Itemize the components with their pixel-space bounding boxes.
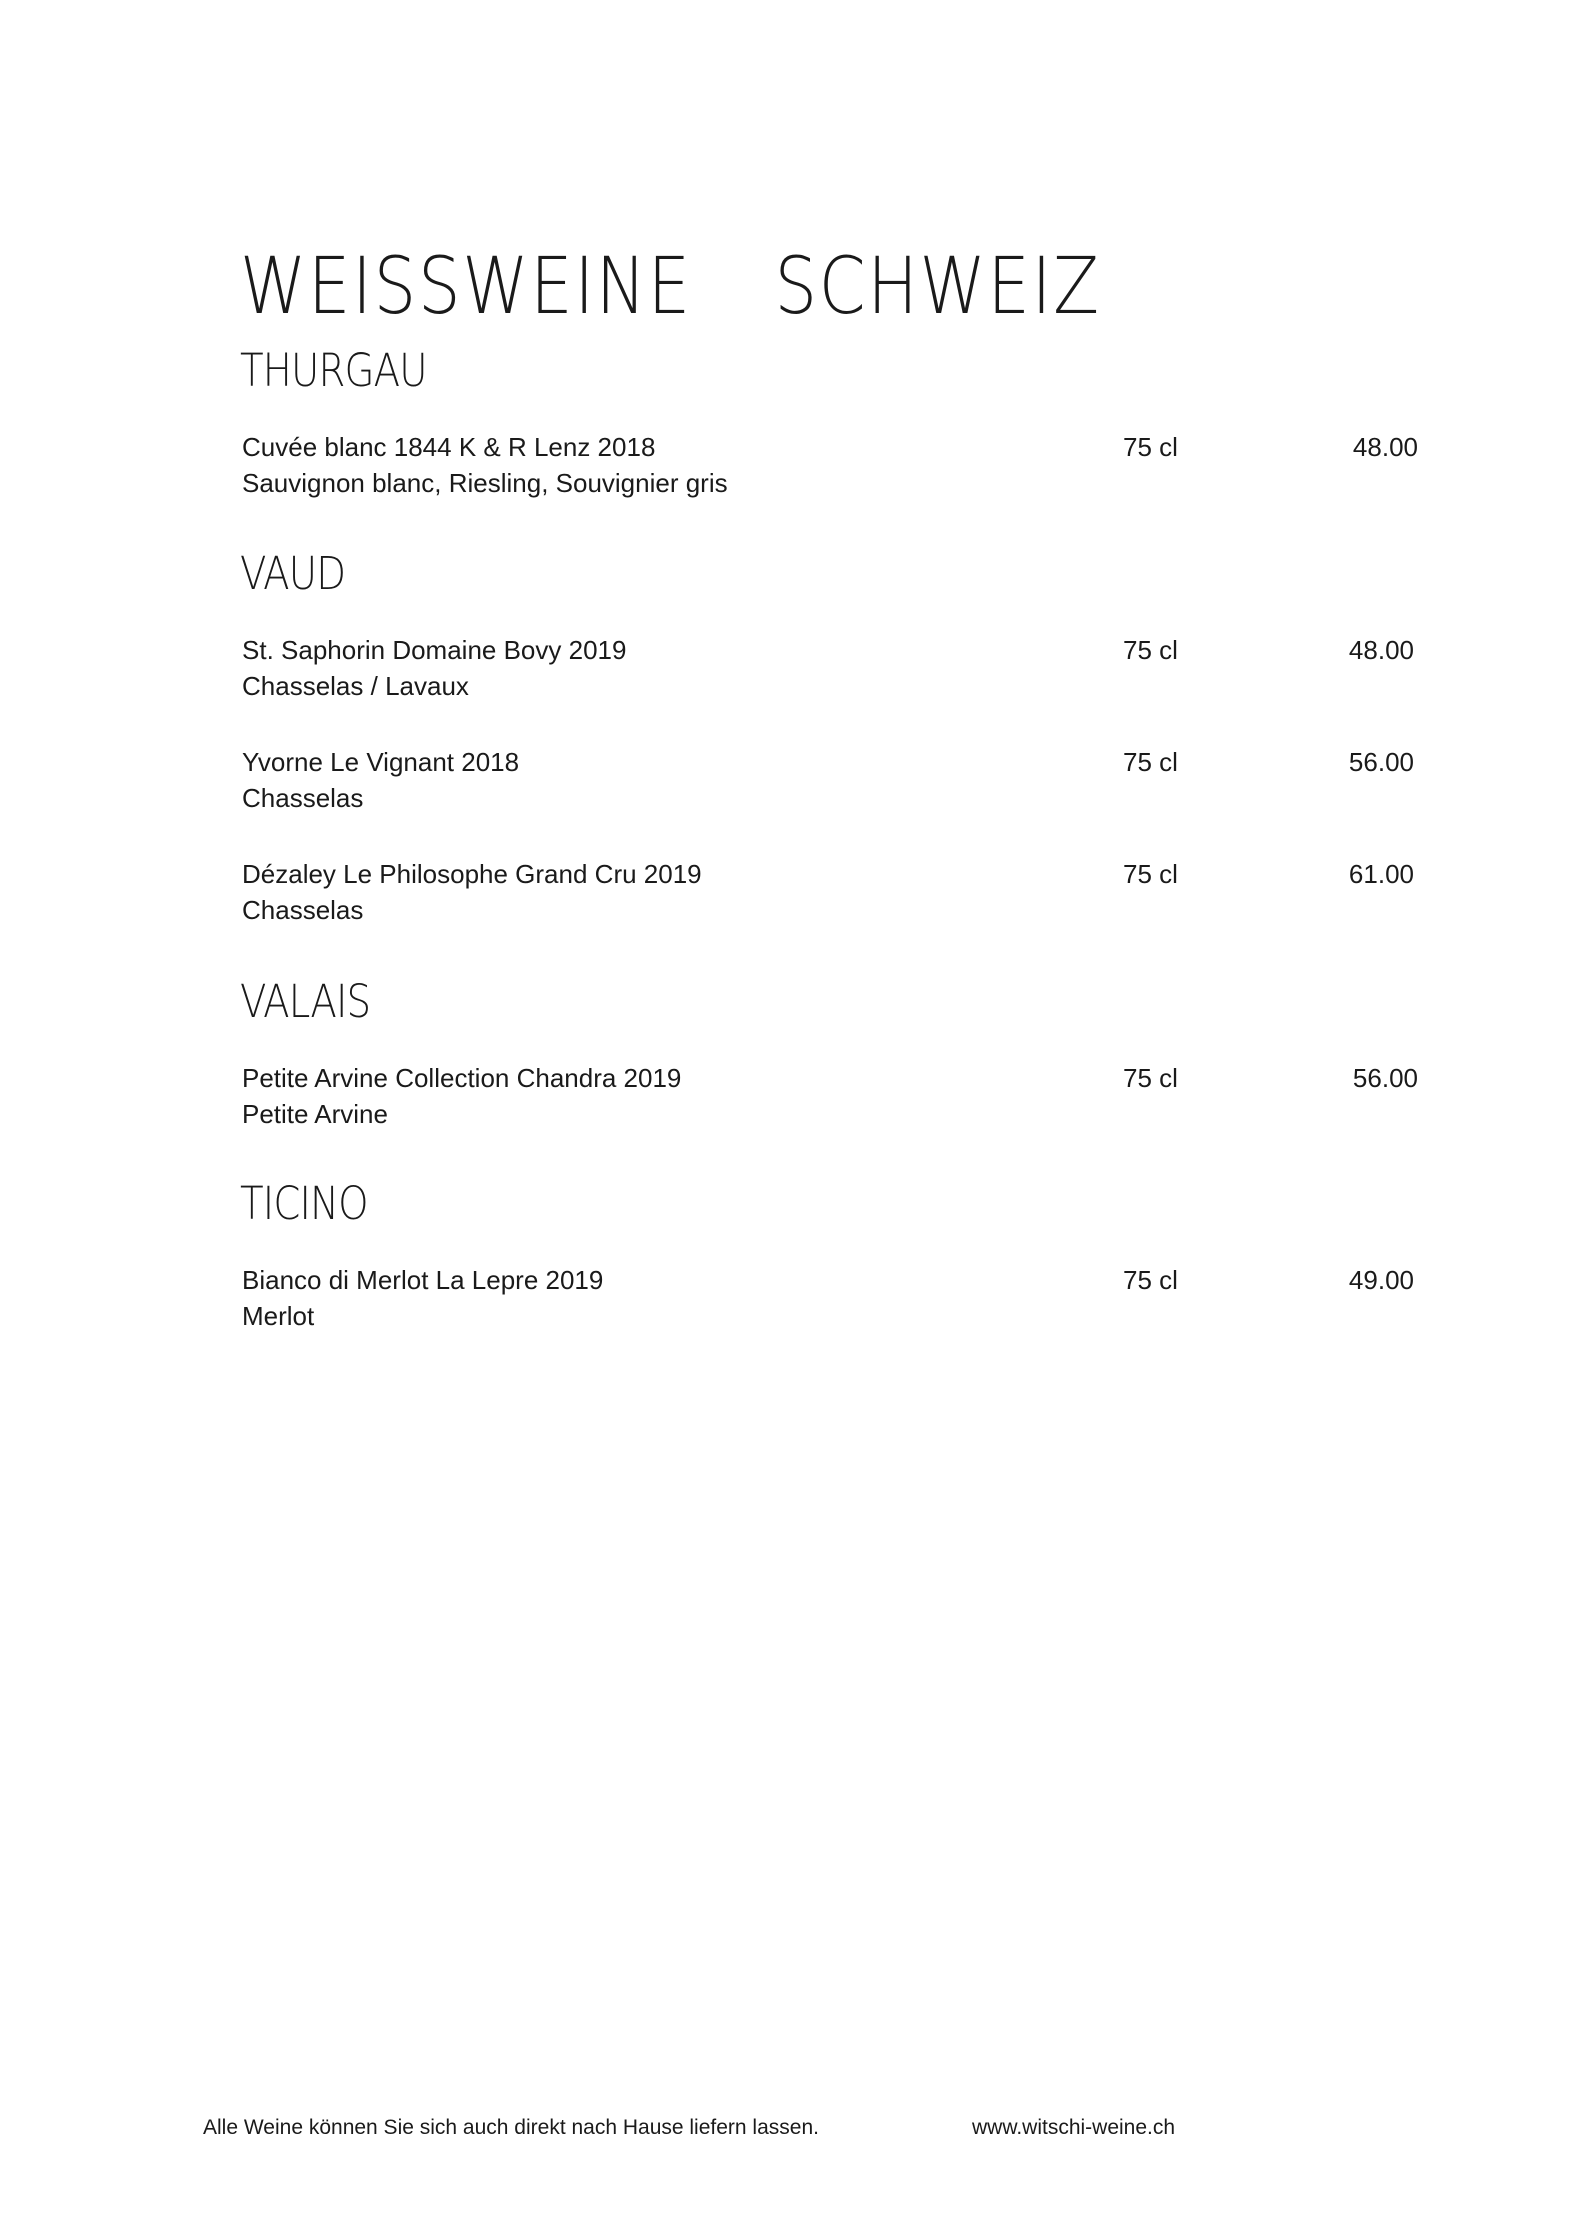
wine-item bbox=[240, 429, 1420, 503]
section-heading: THURGAU bbox=[240, 344, 427, 397]
wine-grape: Sauvignon blanc, Riesling, Souvignier gris bbox=[242, 468, 728, 498]
wine-size: 75 cl bbox=[1123, 1265, 1178, 1295]
wine-size: 75 cl bbox=[1123, 432, 1178, 462]
wine-price: 61.00 bbox=[1348, 859, 1414, 889]
wine-size: 75 cl bbox=[1123, 859, 1178, 889]
section-vaud bbox=[240, 547, 1420, 930]
section-valais bbox=[240, 975, 1420, 1134]
wine-name: Dézaley Le Philosophe Grand Cru 2019 bbox=[242, 859, 702, 889]
wine-grape: Petite Arvine bbox=[242, 1099, 388, 1129]
section-heading: VALAIS bbox=[240, 975, 371, 1028]
wine-size: 75 cl bbox=[1123, 747, 1178, 777]
section-heading: TICINO bbox=[240, 1177, 368, 1230]
wine-name: Bianco di Merlot La Lepre 2019 bbox=[242, 1265, 604, 1295]
wine-price: 48.00 bbox=[1348, 635, 1414, 665]
wine-grape: Chasselas bbox=[242, 895, 364, 925]
wine-size: 75 cl bbox=[1123, 635, 1178, 665]
wine-grape: Chasselas bbox=[242, 783, 364, 813]
page-title-part1: WEISSWEINE bbox=[240, 242, 692, 333]
wine-grape: Merlot bbox=[242, 1301, 315, 1331]
wine-price: 56.00 bbox=[1348, 747, 1414, 777]
wine-size: 75 cl bbox=[1123, 1063, 1178, 1093]
section-heading: VAUD bbox=[240, 547, 346, 600]
wine-name: Cuvée blanc 1844 K & R Lenz 2018 bbox=[242, 432, 656, 462]
wine-item bbox=[240, 744, 1420, 818]
wine-price: 49.00 bbox=[1348, 1265, 1414, 1295]
wine-price: 56.00 bbox=[1352, 1063, 1418, 1093]
wine-grape: Chasselas / Lavaux bbox=[242, 671, 469, 701]
section-thurgau bbox=[240, 344, 1420, 503]
wine-name: Yvorne Le Vignant 2018 bbox=[242, 747, 520, 777]
wine-item bbox=[240, 632, 1420, 706]
wine-item bbox=[240, 1262, 1420, 1336]
wine-price: 48.00 bbox=[1352, 432, 1418, 462]
wine-item bbox=[240, 1060, 1420, 1134]
section-ticino bbox=[240, 1177, 1420, 1336]
footer-note: Alle Weine können Sie sich auch direkt nach Hause liefern lassen. bbox=[203, 2116, 819, 2139]
wine-item bbox=[240, 856, 1420, 930]
page-title-part2: SCHWEIZ bbox=[774, 242, 1101, 333]
wine-name: St. Saphorin Domaine Bovy 2019 bbox=[242, 635, 627, 665]
page-title bbox=[240, 242, 1101, 333]
wine-name: Petite Arvine Collection Chandra 2019 bbox=[242, 1063, 682, 1093]
footer-website-link[interactable]: www.witschi-weine.ch bbox=[972, 2116, 1176, 2139]
